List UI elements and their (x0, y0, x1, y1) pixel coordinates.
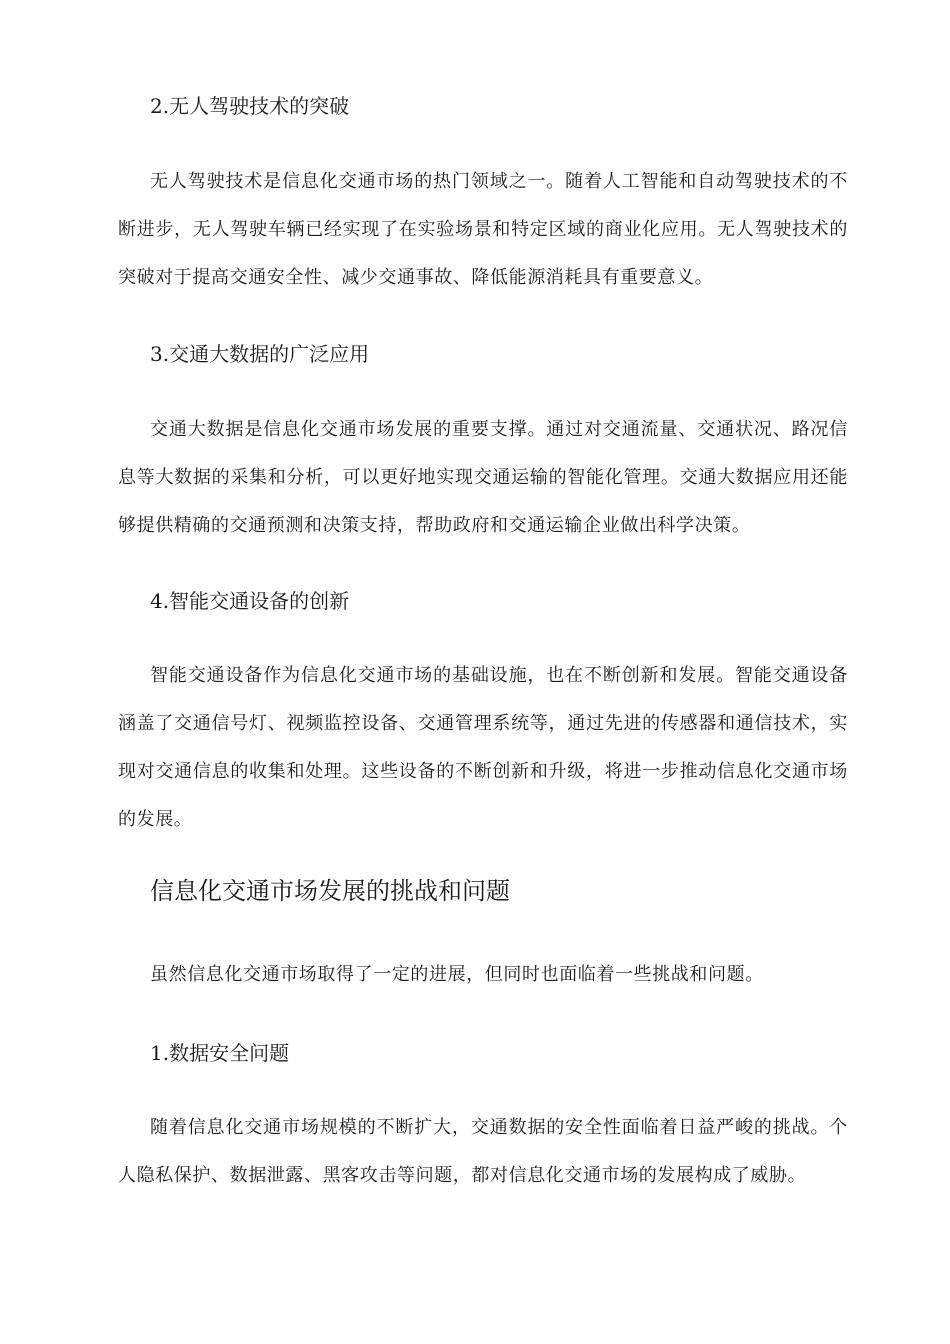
paragraph-smart-devices: 智能交通设备作为信息化交通市场的基础设施，也在不断创新和发展。智能交通设备涵盖了交通信号灯、视频监控设备、交通管理系统等，通过先进的传感器和通信技术，实现对交通信息的收集和处理。这些设备的不断创新和升级，将进一步推动信息化交通市场的发展。 (118, 665, 848, 830)
paragraph-traffic-big-data: 交通大数据是信息化交通市场发展的重要支撑。通过对交通流量、交通状况、路况信息等大数据的采集和分析，可以更好地实现交通运输的智能化管理。交通大数据应用还能够提供精确的交通预测和决策支持，帮助政府和交通运输企业做出科学决策。 (118, 419, 848, 536)
paragraph-data-security: 随着信息化交通市场规模的不断扩大，交通数据的安全性面临着日益严峻的挑战。个人隐私保护、数据泄露、黑客攻击等问题，都对信息化交通市场的发展构成了威胁。 (118, 1117, 848, 1186)
section-heading-smart-devices: 4.智能交通设备的创新 (150, 589, 350, 613)
section-heading-autonomous-driving: 2.无人驾驶技术的突破 (150, 94, 350, 118)
challenges-section-title: 信息化交通市场发展的挑战和问题 (150, 877, 510, 905)
paragraph-autonomous-driving: 无人驾驶技术是信息化交通市场的热门领域之一。随着人工智能和自动驾驶技术的不断进步，无人驾驶车辆已经实现了在实验场景和特定区域的商业化应用。无人驾驶技术的突破对于提高交通安全性、减少交通事故、降低能源消耗具有重要意义。 (118, 171, 848, 288)
section-heading-data-security: 1.数据安全问题 (150, 1041, 290, 1065)
challenges-intro: 虽然信息化交通市场取得了一定的进展，但同时也面临着一些挑战和问题。 (150, 964, 764, 985)
section-heading-traffic-big-data: 3.交通大数据的广泛应用 (150, 342, 370, 366)
